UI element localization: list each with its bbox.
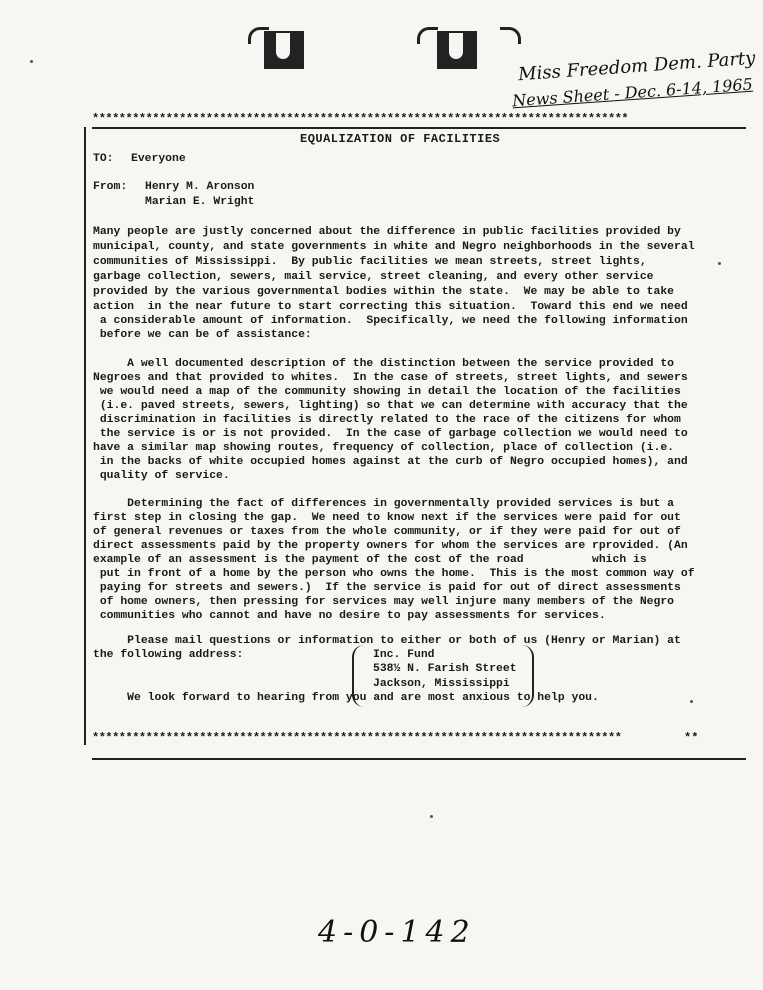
body-line: communities who cannot and have no desire to pay assessments for services. [93,610,606,622]
frame-bottom-rule [92,758,746,760]
body-line: provided by the various governmental bodies within the state. We may be able to take [93,286,675,298]
address-line: Jackson, Mississippi [373,678,510,690]
body-line: A well documented description of the distinction between the service provided to [93,358,675,370]
binder-hook-far-right [500,27,521,44]
body-line: garbage collection, sewers, mail service, street cleaning, and every other service [93,271,654,283]
scan-speck [718,262,721,265]
frame-top-rule [92,127,746,129]
from-name-2: Marian E. Wright [145,196,255,208]
handwritten-source-line1: Miss Freedom Dem. Party [517,47,757,86]
body-line: in the backs of white occupied homes against at the curb of Negro occupied homes), and [93,456,688,468]
to-value: Everyone [131,153,186,165]
scan-speck [430,815,433,818]
body-line: the service is or is not provided. In the case of garbage collection we would need to [93,428,688,440]
scan-speck [30,60,33,63]
body-line: quality of service. [93,470,230,482]
handwritten-source-line2: News Sheet - Dec. 6-14, 1965 [511,74,754,111]
from-label: From: [93,181,128,193]
star-border-top: ******************************************************************************** [92,112,629,126]
body-line: of home owners, then pressing for services may well injure many members of the Negro [93,596,675,608]
mail-line: Please mail questions or information to either or both of us (Henry or Marian) at [93,635,681,647]
handwritten-folio-number: 4-0-142 [318,915,476,950]
body-line: we would need a map of the community showing in detail the location of the facilities [93,386,681,398]
star-border-bottom: ******************************************************************************* [92,731,622,745]
binder-clip-right [437,31,477,69]
memo-title: EQUALIZATION OF FACILITIES [300,132,501,146]
body-line: direct assessments paid by the property owners for whom the services are rprovided. (An [93,540,688,552]
frame-left-rule [84,127,86,745]
closing-line: We look forward to hearing from you and are most anxious to help you. [93,692,599,704]
body-line: put in front of a home by the person who owns the home. This is the most common way of [93,568,695,580]
body-line: municipal, county, and state governments in white and Negro neighborhoods in the several [93,241,695,253]
body-line: have a similar map showing routes, frequency of collection, place of collection (i.e. [93,442,675,454]
binder-hook-right [417,27,438,44]
body-line: first step in closing the gap. We need to know next if the services were paid for out [93,512,681,524]
body-line: Determining the fact of differences in governmentally provided services is but a [93,498,675,510]
from-name-1: Henry M. Aronson [145,181,255,193]
to-label: TO: [93,153,114,165]
body-line: a considerable amount of information. Specifically, we need the following information [93,315,688,327]
body-line: Many people are justly concerned about the difference in public facilities provided by [93,226,681,238]
body-line: discrimination in facilities is directly related to the race of the citizens for whom [93,414,681,426]
body-line: (i.e. paved streets, sewers, lighting) so that we can determine with accuracy that the [93,400,688,412]
address-line: 538½ N. Farish Street [373,663,517,675]
body-line: Negroes and that provided to whites. In the case of streets, street lights, and sewers [93,372,688,384]
body-line: of general revenues or taxes from the whole community, or if they were paid for out of [93,526,681,538]
address-line: Inc. Fund [373,649,435,661]
scan-speck [690,700,693,703]
body-line: example of an assessment is the payment of the cost of the road which is [93,554,647,566]
binder-clip-left [264,31,304,69]
mail-line: the following address: [93,649,244,661]
body-line: paying for streets and sewers.) If the service is paid for out of direct assessments [93,582,681,594]
star-border-end: ** [684,731,699,745]
body-line: communities of Mississippi. By public facilities we mean streets, street lights, [93,256,647,268]
body-line: action in the near future to start correcting this situation. Toward this end we need [93,301,688,313]
body-line: before we can be of assistance: [93,329,312,341]
